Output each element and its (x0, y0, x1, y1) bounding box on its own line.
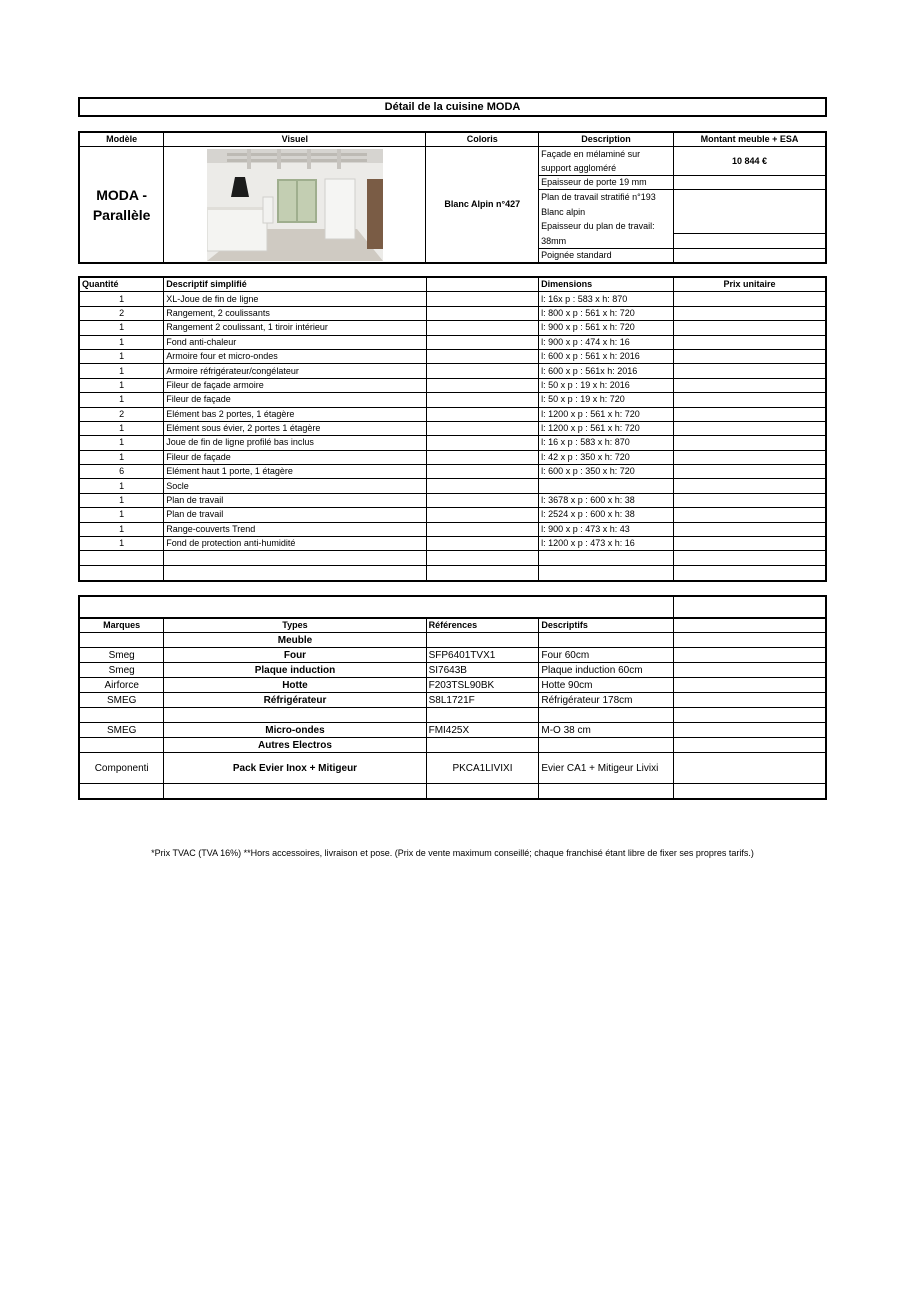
table-row (79, 465, 826, 479)
item-blank (426, 537, 538, 551)
item-dim: l: 900 x p : 474 x h: 16 (539, 335, 674, 349)
item-price (674, 306, 827, 320)
item-price (674, 522, 827, 536)
table-row (79, 784, 826, 799)
table-row (79, 436, 826, 450)
table-row (79, 537, 826, 551)
header-amount: Montant meuble + ESA (673, 132, 826, 147)
item-price (674, 508, 827, 522)
item-desc: Fond de protection anti-humidité (164, 537, 426, 551)
items-header-dim: Dimensions (539, 277, 674, 292)
item-desc: Plan de travail (164, 493, 426, 507)
description-line: Façade en mélaminé sur support aggloméré (539, 147, 674, 176)
item-qty: 6 (79, 465, 164, 479)
table-row (79, 292, 826, 306)
header-description: Description (539, 132, 674, 147)
item-blank (426, 566, 538, 581)
item-desc: Rangement, 2 coulissants (164, 306, 426, 320)
item-blank (426, 421, 538, 435)
item-desc: XL-Joue de fin de ligne (164, 292, 426, 306)
item-dim: l: 900 x p : 473 x h: 43 (539, 522, 674, 536)
item-blank (426, 349, 538, 363)
section-meuble: Meuble (164, 633, 426, 648)
item-dim: l: 1200 x p : 561 x h: 720 (539, 421, 674, 435)
table-row (79, 693, 826, 708)
table-row (79, 566, 826, 581)
table-row (79, 421, 826, 435)
item-desc (164, 566, 426, 581)
app-brand: SMEG (79, 693, 164, 708)
app-desc: Hotte 90cm (539, 678, 674, 693)
item-desc (164, 551, 426, 566)
header-model: Modèle (79, 132, 164, 147)
app-header-desc: Descriptifs (539, 618, 674, 633)
item-qty: 1 (79, 436, 164, 450)
app-desc: Réfrigérateur 178cm (539, 693, 674, 708)
item-blank (426, 378, 538, 392)
app-brand: Smeg (79, 663, 164, 678)
item-desc: Elément sous évier, 2 portes 1 étagère (164, 421, 426, 435)
item-blank (426, 450, 538, 464)
item-price (674, 537, 827, 551)
app-type: Hotte (164, 678, 426, 693)
app-ref: SI7643B (426, 663, 539, 678)
app-brand (79, 784, 164, 799)
description-line: Poignée standard (539, 249, 674, 264)
item-qty: 2 (79, 306, 164, 320)
item-blank (426, 321, 538, 335)
table-row (79, 678, 826, 693)
table-row (79, 508, 826, 522)
item-blank (426, 436, 538, 450)
item-desc: Fond anti-chaleur (164, 335, 426, 349)
item-price (674, 393, 827, 407)
item-qty: 1 (79, 378, 164, 392)
header-color: Coloris (426, 132, 539, 147)
item-dim: l: 16 x p : 583 x h: 870 (539, 436, 674, 450)
item-price (674, 364, 827, 378)
appliances-table (78, 595, 827, 800)
app-desc: M-O 38 cm (539, 723, 674, 738)
item-qty: 1 (79, 335, 164, 349)
table-row (79, 663, 826, 678)
items-header-blank (426, 277, 538, 292)
table-row (79, 493, 826, 507)
item-blank (426, 551, 538, 566)
item-blank (426, 364, 538, 378)
item-dim: l: 800 x p : 561 x h: 720 (539, 306, 674, 320)
app-desc (539, 708, 674, 723)
app-header-ref: Références (426, 618, 539, 633)
item-qty: 1 (79, 493, 164, 507)
model-name-line1: MODA - (96, 186, 148, 203)
item-dim: l: 3678 x p : 600 x h: 38 (539, 493, 674, 507)
item-qty (79, 566, 164, 581)
app-ref: FMI425X (426, 723, 539, 738)
item-desc: Fileur de façade (164, 393, 426, 407)
app-type (164, 708, 426, 723)
item-price (674, 407, 827, 421)
item-desc: Armoire four et micro-ondes (164, 349, 426, 363)
item-dim (539, 566, 674, 581)
color-value: Blanc Alpin n°427 (426, 147, 539, 264)
item-desc: Armoire réfrigérateur/congélateur (164, 364, 426, 378)
description-line: Plan de travail stratifié n°193 Blanc alpin Epaisseur du plan de travail: 38mm (539, 190, 674, 249)
app-type: Plaque induction (164, 663, 426, 678)
model-name-line2: Parallèle (92, 206, 151, 223)
kitchen-photo (207, 149, 383, 261)
section-autres-electros: Autres Electros (164, 738, 426, 753)
item-qty: 1 (79, 321, 164, 335)
table-row (79, 723, 826, 738)
app-brand: Smeg (79, 648, 164, 663)
item-price (674, 349, 827, 363)
item-qty: 1 (79, 393, 164, 407)
app-ref (426, 784, 539, 799)
item-qty: 1 (79, 522, 164, 536)
items-table (78, 276, 827, 582)
app-desc: Plaque induction 60cm (539, 663, 674, 678)
item-dim: l: 16x p : 583 x h: 870 (539, 292, 674, 306)
item-qty: 1 (79, 292, 164, 306)
table-row (79, 708, 826, 723)
item-desc: Fileur de façade armoire (164, 378, 426, 392)
item-dim: l: 600 x p : 561x h: 2016 (539, 364, 674, 378)
item-blank (426, 335, 538, 349)
item-dim: l: 2524 x p : 600 x h: 38 (539, 508, 674, 522)
item-qty: 1 (79, 349, 164, 363)
item-qty: 2 (79, 407, 164, 421)
item-price (674, 292, 827, 306)
table-row (79, 335, 826, 349)
table-row (79, 522, 826, 536)
item-price (674, 378, 827, 392)
app-ref: SFP6401TVX1 (426, 648, 539, 663)
appliances-title-blank (79, 596, 674, 618)
table-row (79, 648, 826, 663)
table-row (79, 306, 826, 320)
item-dim (539, 479, 674, 493)
app-type: Réfrigérateur (164, 693, 426, 708)
item-price (674, 566, 827, 581)
table-row (79, 393, 826, 407)
app-type: Pack Evier Inox + Mitigeur (164, 753, 426, 784)
item-qty: 1 (79, 537, 164, 551)
item-price (674, 493, 827, 507)
item-qty: 1 (79, 508, 164, 522)
item-dim: l: 1200 x p : 561 x h: 720 (539, 407, 674, 421)
item-desc: Elément haut 1 porte, 1 étagère (164, 465, 426, 479)
app-header-type: Types (164, 618, 426, 633)
kitchen-photo-icon (207, 149, 383, 261)
table-row (79, 479, 826, 493)
item-price (674, 321, 827, 335)
app-ref: F203TSL90BK (426, 678, 539, 693)
item-dim: l: 600 x p : 561 x h: 2016 (539, 349, 674, 363)
app-type: Four (164, 648, 426, 663)
app-desc: Four 60cm (539, 648, 674, 663)
table-row (79, 378, 826, 392)
item-blank (426, 292, 538, 306)
item-price (674, 436, 827, 450)
app-ref: S8L1721F (426, 693, 539, 708)
table-row (79, 753, 826, 784)
item-price (674, 335, 827, 349)
item-blank (426, 407, 538, 421)
table-row (79, 321, 826, 335)
app-header-brand: Marques (79, 618, 164, 633)
app-desc (539, 784, 674, 799)
table-row (79, 364, 826, 378)
item-dim: l: 50 x p : 19 x h: 720 (539, 393, 674, 407)
item-desc: Plan de travail (164, 508, 426, 522)
item-desc: Socle (164, 479, 426, 493)
item-price (674, 551, 827, 566)
item-blank (426, 306, 538, 320)
item-desc: Range-couverts Trend (164, 522, 426, 536)
item-blank (426, 393, 538, 407)
app-type (164, 784, 426, 799)
item-desc: Rangement 2 coulissant, 1 tiroir intérieur (164, 321, 426, 335)
item-qty: 1 (79, 364, 164, 378)
item-price (674, 421, 827, 435)
item-qty: 1 (79, 479, 164, 493)
description-line: Epaisseur de porte 19 mm (539, 176, 674, 190)
app-brand: SMEG (79, 723, 164, 738)
item-dim: l: 50 x p : 19 x h: 2016 (539, 378, 674, 392)
item-desc: Joue de fin de ligne profilé bas inclus (164, 436, 426, 450)
item-dim: l: 42 x p : 350 x h: 720 (539, 450, 674, 464)
item-dim: l: 900 x p : 561 x h: 720 (539, 321, 674, 335)
item-qty (79, 551, 164, 566)
item-price (674, 450, 827, 464)
item-dim (539, 551, 674, 566)
app-brand: Componenti (79, 753, 164, 784)
footnote: *Prix TVAC (TVA 16%) **Hors accessoires, livraison et pose. (Prix de vente maximum conseillé; chaque franchisé étant libre de fixer ses propres tarifs.) (151, 848, 754, 858)
app-brand: Airforce (79, 678, 164, 693)
item-desc: Fileur de façade (164, 450, 426, 464)
item-price (674, 479, 827, 493)
app-desc: Evier CA1 + Mitigeur Livixi (539, 753, 674, 784)
table-row (79, 407, 826, 421)
item-price (674, 465, 827, 479)
item-dim: l: 1200 x p : 473 x h: 16 (539, 537, 674, 551)
items-header-qty: Quantité (79, 277, 164, 292)
item-blank (426, 508, 538, 522)
table-row (79, 551, 826, 566)
item-desc: Elément bas 2 portes, 1 étagère (164, 407, 426, 421)
app-ref (426, 708, 539, 723)
item-qty: 1 (79, 421, 164, 435)
items-header-price: Prix unitaire (674, 277, 827, 292)
page-title: Détail de la cuisine MODA (78, 97, 827, 117)
table-row (79, 349, 826, 363)
app-type: Micro-ondes (164, 723, 426, 738)
item-qty: 1 (79, 450, 164, 464)
app-ref: PKCA1LIVIXI (426, 753, 539, 784)
item-blank (426, 479, 538, 493)
visual-cell (164, 147, 426, 264)
table-row (79, 450, 826, 464)
app-brand (79, 708, 164, 723)
item-blank (426, 493, 538, 507)
header-visual: Visuel (164, 132, 426, 147)
model-name (79, 147, 164, 264)
item-blank (426, 522, 538, 536)
summary-table (78, 131, 827, 264)
items-header-desc: Descriptif simplifié (164, 277, 426, 292)
amount-value: 10 844 € (673, 147, 826, 176)
item-dim: l: 600 x p : 350 x h: 720 (539, 465, 674, 479)
item-blank (426, 465, 538, 479)
